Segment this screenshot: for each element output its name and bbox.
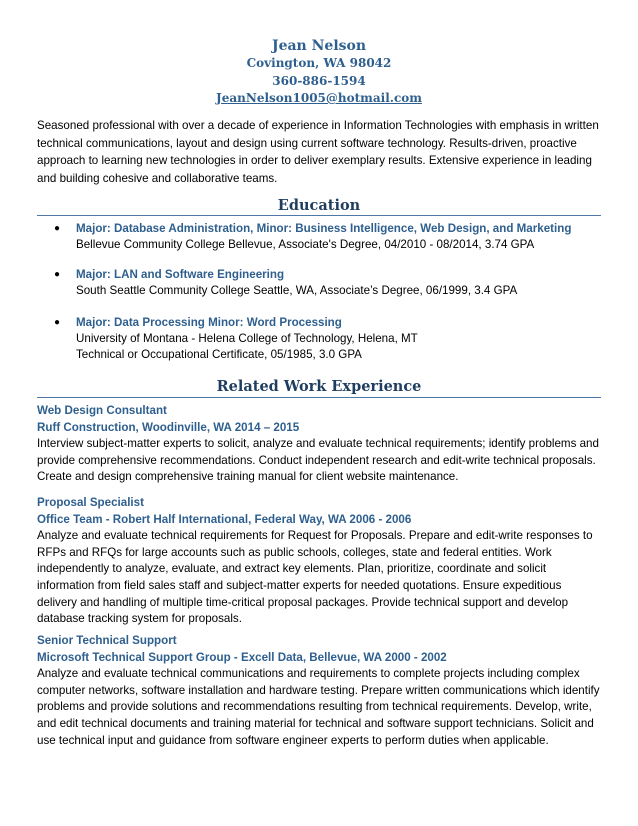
job-entry — [37, 633, 603, 749]
education-detail: University of Montana - Helena College of Technology, Helena, MT — [76, 332, 418, 345]
education-item — [54, 315, 599, 363]
education-major: Major: LAN and Software Engineering — [76, 268, 285, 281]
education-heading: Education — [277, 197, 361, 214]
job-company: Ruff Construction, Woodinville, WA 2014 – 2015 — [37, 420, 300, 434]
job-title: Senior Technical Support — [37, 634, 177, 647]
job-company: Office Team - Robert Half International, Federal Way, WA 2006 - 2006 — [37, 512, 412, 526]
candidate-name: Jean Nelson — [271, 38, 367, 54]
job-entry — [37, 495, 603, 628]
bullet-icon: ● — [54, 223, 61, 234]
education-major: Major: Data Processing Minor: Word Processing — [76, 316, 342, 329]
job-company: Microsoft Technical Support Group - Excell Data, Bellevue, WA 2000 - 2002 — [37, 650, 447, 664]
candidate-email-link[interactable]: JeanNelson1005@hotmail.com — [216, 91, 422, 105]
bullet-icon: ● — [54, 317, 61, 328]
education-major: Major: Database Administration, Minor: Business Intelligence, Web Design, and Marketing — [76, 222, 572, 235]
experience-heading: Related Work Experience — [216, 378, 422, 395]
candidate-phone: 360-886-1594 — [272, 73, 366, 88]
candidate-location: Covington, WA 98042 — [246, 56, 392, 70]
job-title: Web Design Consultant — [37, 404, 167, 417]
job-description: Interview subject-matter experts to solicit, analyze and evaluate technical requirements; identify problems and provide comprehensive recommendations. Conduct independent research and edit-write technical proposals. Create and design comprehensive training manual for client website maintenance. — [37, 437, 599, 484]
resume-header — [0, 37, 638, 108]
education-divider — [37, 215, 601, 216]
education-detail: South Seattle Community College Seattle, WA, Associate’s Degree, 06/1999, 3.4 GPA — [76, 284, 518, 297]
education-item — [54, 267, 599, 299]
experience-divider — [37, 397, 601, 398]
education-item — [54, 221, 599, 253]
job-entry — [37, 403, 603, 486]
education-detail: Technical or Occupational Certificate, 05/1985, 3.0 GPA — [76, 348, 362, 361]
professional-summary: Seasoned professional with over a decade of experience in Information Technologies with emphasis in written technical communications, layout and design using current software technology. Results-driven, proactive approach to learning new technologies in order to deliver exemplary results. Extensive experience in leading and building cohesive and collaborative teams. — [37, 119, 599, 185]
job-description: Analyze and evaluate technical communications and requirements to complete projects including complex computer networks, software installation and hardware testing. Prepare written communications which identify problems and provide solutions and recommendations resulting from technical requirements. Develop, write, and edit technical documents and training material for technical and software support technicians. Solicit and use technical input and guidance from software engineer experts to perform duties when applicable. — [37, 667, 600, 747]
job-title: Proposal Specialist — [37, 496, 144, 509]
education-detail: Bellevue Community College Bellevue, Associate's Degree, 04/2010 - 08/2014, 3.74 GPA — [76, 238, 535, 251]
bullet-icon: ● — [54, 269, 61, 280]
job-description: Analyze and evaluate technical requirements for Request for Proposals. Prepare and edit-write responses to RFPs and RFQs for large accounts such as public schools, colleges, state and federal entities. Work independently to analyze, evaluate, and extract key elements. Plan, prioritize, coordinate and solicit information from field sales staff and subject-matter experts for needed quotations. Ensure expeditious delivery and handling of multiple time-critical proposal packages. Provide technical support and develop database tracking system for proposals. — [37, 529, 593, 626]
